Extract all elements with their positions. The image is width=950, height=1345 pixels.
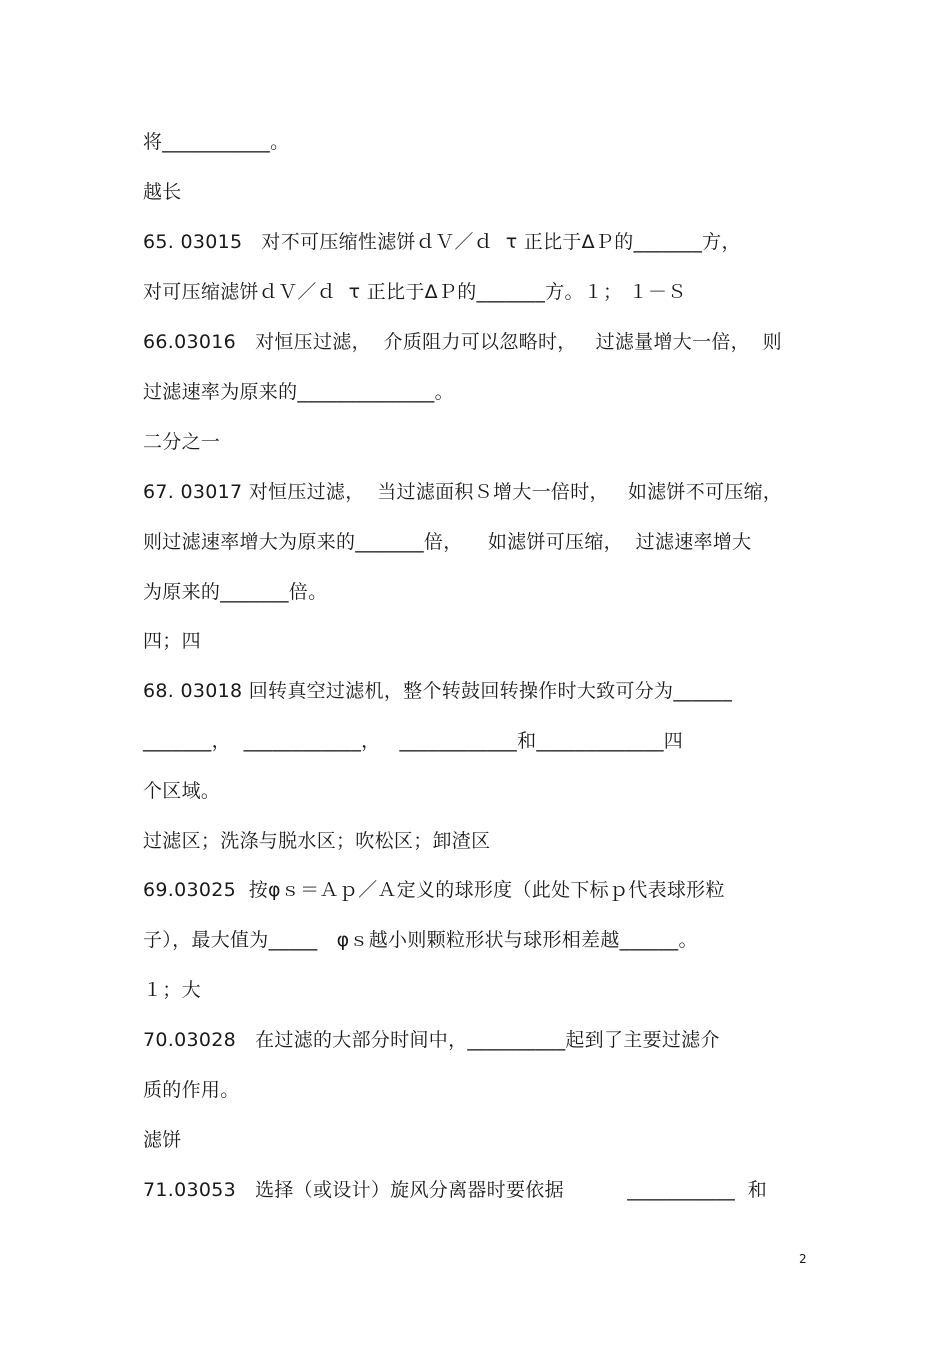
text-line-6: 过滤速率为原来的______________。: [143, 381, 454, 403]
text-line-14: 个区域。: [143, 780, 221, 802]
text-line-8: 67. 03017 对恒压过滤， 当过滤面积Ｓ增大一倍时， 如滤饼不可压缩，: [143, 481, 783, 503]
text-line-12: 68. 03018 回转真空过滤机，整个转鼓回转操作时大致可分为______: [143, 680, 733, 702]
text-line-4: 对可压缩滤饼ｄＶ／ｄ τ 正比于ΔＰ的_______方。１； １－Ｓ: [143, 281, 687, 303]
text-line-3: 65. 03015 对不可压缩性滤饼ｄＶ／ｄ τ 正比于ΔＰ的_______方，: [143, 231, 741, 253]
text-line-11: 四；四: [143, 630, 201, 652]
text-line-22: 71.03053 选择（或设计）旋风分离器时要依据 ___________ 和: [143, 1179, 768, 1201]
text-line-20: 质的作用。: [143, 1079, 240, 1101]
text-line-15: 过滤区；洗涤与脱水区；吹松区；卸渣区: [143, 830, 491, 852]
text-line-2: 越长: [143, 181, 182, 203]
text-line-21: 滤饼: [143, 1129, 182, 1151]
text-line-17: 子），最大值为_____ φｓ越小则颗粒形状与球形相差越______。: [143, 929, 698, 951]
text-line-5: 66.03016 对恒压过滤， 介质阻力可以忽略时， 过滤量增大一倍， 则: [143, 331, 782, 353]
text-line-9: 则过滤速率增大为原来的_______倍， 如滤饼可压缩， 过滤速率增大: [143, 531, 752, 553]
text-line-1: 将___________。: [143, 131, 290, 153]
text-line-7: 二分之一: [143, 431, 221, 453]
text-line-16: 69.03025 按φｓ＝Ａｐ／Ａ定义的球形度（此处下标ｐ代表球形粒: [143, 879, 725, 901]
text-line-10: 为原来的_______倍。: [143, 581, 328, 603]
text-line-13: _______， ____________， ____________和_____________四: [143, 730, 684, 752]
text-line-19: 70.03028 在过滤的大部分时间中，__________起到了主要过滤介: [143, 1029, 720, 1051]
page-number: 2: [799, 1252, 807, 1266]
text-line-18: １；大: [143, 979, 201, 1001]
